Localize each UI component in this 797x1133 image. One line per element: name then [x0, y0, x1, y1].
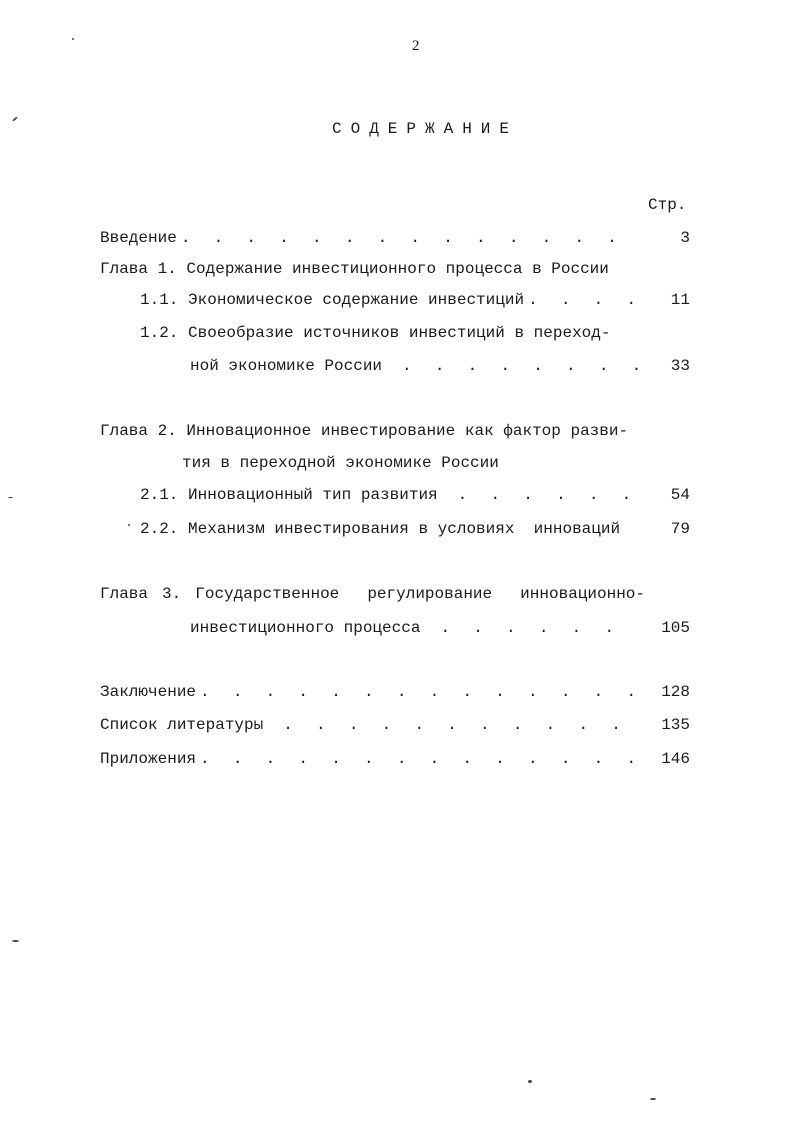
scan-speck — [12, 940, 19, 942]
dot-leader — [200, 750, 640, 768]
toc-entry-references — [100, 716, 690, 736]
toc-entry-chapter-1 — [100, 260, 609, 280]
dot-leader — [458, 486, 640, 504]
toc-label: Приложения — [100, 750, 197, 768]
toc-entry-appendices — [100, 750, 690, 770]
dot-leader — [402, 357, 640, 375]
toc-entry-1-1 — [140, 291, 690, 311]
page-number: 2 — [412, 38, 420, 54]
dot-leader — [200, 683, 640, 701]
toc-label: 2.1. Инновационный тип развития — [140, 486, 438, 504]
toc-label: Список литературы — [100, 716, 264, 734]
toc-page: 11 — [670, 291, 690, 309]
toc-entry-1-2-cont — [190, 357, 690, 377]
toc-label: Глава 2. Инновационное инвестирование как фактор разви- — [100, 422, 629, 440]
toc-label: Глава 1. Содержание инвестиционного процесса в России — [100, 260, 609, 278]
toc-label: инвестиционного процесса — [190, 619, 421, 637]
toc-page: 3 — [680, 229, 690, 247]
toc-label: 1.1. Экономическое содержание инвестиций — [140, 291, 525, 309]
scan-speck — [128, 524, 130, 526]
toc-entry-chapter-2-cont — [182, 454, 499, 474]
toc-page: 128 — [661, 683, 690, 701]
scan-speck — [72, 38, 74, 40]
toc-label: тия в переходной экономике России — [182, 454, 499, 472]
toc-page: 54 — [670, 486, 690, 504]
toc-label: Глава 3. Государственное регулирование инновационно- — [100, 585, 645, 603]
toc-entry-conclusion — [100, 683, 690, 703]
toc-entry-chapter-3-cont — [190, 619, 690, 639]
toc-page: 146 — [661, 750, 690, 768]
toc-entry-chapter-2 — [100, 422, 628, 442]
toc-page: 105 — [661, 619, 690, 637]
toc-entry-intro — [100, 229, 690, 249]
toc-entry-chapter-3 — [100, 585, 645, 605]
toc-label: 1.2. Своеобразие источников инвестиций в переход- — [140, 324, 611, 342]
page-title: СОДЕРЖАНИЕ — [331, 120, 518, 138]
toc-entry-2-2 — [140, 520, 690, 540]
scan-speck — [8, 497, 13, 498]
toc-label: Введение — [100, 229, 177, 247]
toc-page: 79 — [670, 520, 690, 538]
toc-label: 2.2. Механизм инвестирования в условиях инноваций — [140, 520, 621, 538]
toc-entry-2-1 — [140, 486, 690, 506]
dot-leader — [528, 291, 640, 309]
scan-speck — [528, 1080, 532, 1083]
page-column-label: Стр. — [648, 196, 687, 214]
toc-page: 135 — [661, 716, 690, 734]
toc-label: ной экономике России — [190, 357, 383, 375]
toc-page: 33 — [670, 357, 690, 375]
scan-speck — [650, 1098, 656, 1100]
dot-leader — [440, 619, 640, 637]
dot-leader — [283, 716, 640, 734]
toc-label: Заключение — [100, 683, 197, 701]
dot-leader — [181, 229, 640, 247]
toc-entry-1-2 — [140, 324, 610, 344]
